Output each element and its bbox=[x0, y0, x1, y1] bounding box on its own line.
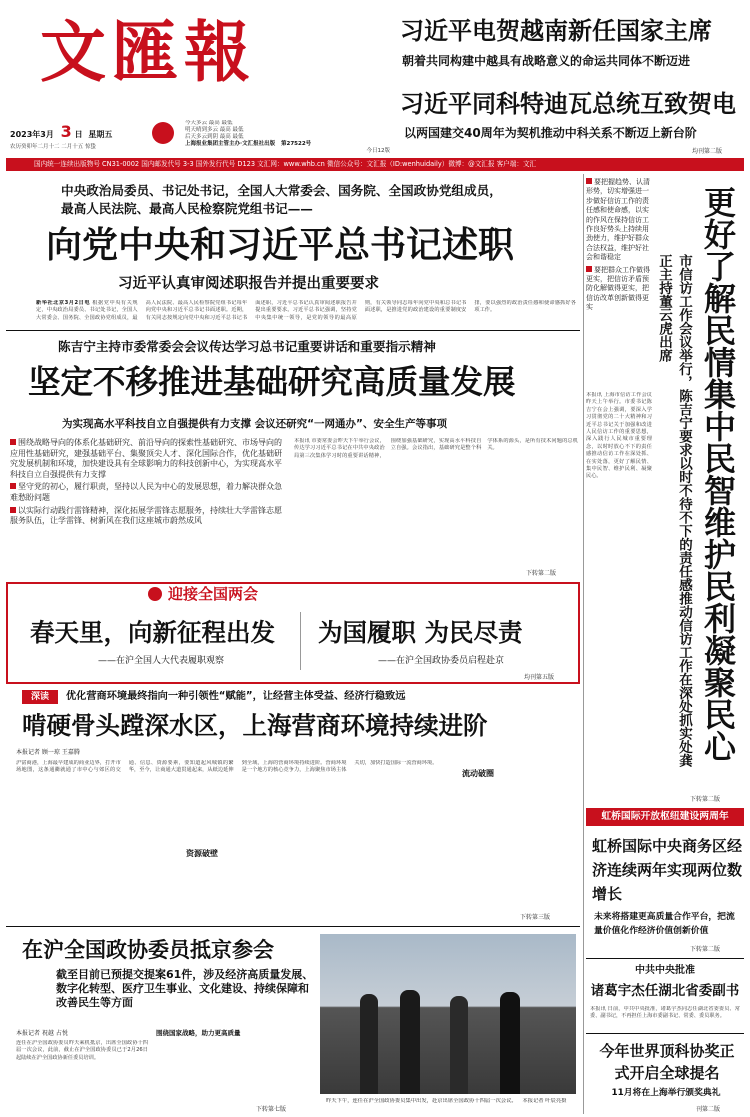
cppcc-photo bbox=[320, 934, 576, 1094]
lead-kicker-1: 中央政治局委员、书记处书记，全国人大常委会、国务院、全国政协党组成员， bbox=[61, 183, 502, 198]
petition-point-2 bbox=[586, 266, 652, 313]
wtc-story bbox=[586, 1036, 744, 1116]
story-1-title: 习近平电贺越南新任国家主席 bbox=[400, 16, 712, 45]
lianghui-story1-sub: ——在沪全国人大代表履职观察 bbox=[98, 656, 225, 666]
weekday: 星期五 bbox=[88, 130, 113, 139]
divider-right-col bbox=[583, 174, 584, 1114]
date-day-unit: 日 bbox=[74, 130, 83, 139]
cppcc-subhead: 截至目前已预提交提案61件，涉及经济高质量发展、数字化转型、医疗卫生事业、文化建设、持续保障和改善民生等方面 bbox=[56, 968, 314, 1009]
lianghui-divider bbox=[300, 612, 301, 670]
cppcc-caption-text: 昨天下午，连任在沪全国政协委员集中出发，赴京出席全国政协十四届一次会议。 bbox=[326, 1098, 517, 1104]
wtc-subhead: 11月将在上海举行颁奖典礼 bbox=[611, 1088, 721, 1098]
story-continue: 均刊第二版 bbox=[692, 148, 723, 155]
petition-body: 本报讯 上海市信访工作会议昨天上午举行。市委书记陈吉宁在会上强调，要深入学习贯彻党的二十大精神和习近平总书记关于加强和改进人民信访工作的重要思想，深入践行人民城市重要理念，以时时放心不下的责任感推动信访工作在深处抓、在实处落，更好了解民情、集中民智、维护民利、凝聚民心。 bbox=[586, 392, 652, 480]
second-bullet-3 bbox=[10, 506, 286, 527]
section-title-resource: 资源破壁 bbox=[186, 849, 218, 858]
lianghui-story1-title: 春天里，向新征程出发 bbox=[30, 618, 275, 647]
divider-lead bbox=[6, 330, 580, 331]
hongqiao-banner: 虹桥国际开放枢纽建设两周年 bbox=[586, 808, 744, 826]
appointment-kicker: 中共中央批准 bbox=[635, 965, 695, 976]
party-emblem-icon bbox=[148, 587, 162, 601]
issue-number: 第27522号 bbox=[281, 141, 312, 147]
lead-body-text: 根据党中央有关规定，中央政治局委员、书记处书记，全国人大常委会、国务院、全国政协党组成员，最高人民法院、最高人民检察院党组书记每年向党中央和习近平总书记书面述职。近期，有关同志按规定向党中央和习近平总书记书面述职，习近平总书记认真审阅述职报告并提出重要要求。习近平总书记强调，坚持党中央集中统一领导，是党的领导的最高原则，有关领导同志每年向党中央和总书记书面述职，是推进党的政治建设的重要制度安排，要以强烈的政治责任感和使命感抓好各项工作。 bbox=[36, 300, 576, 321]
weather-tomorrow: 明天晴到多云 最高 最低 bbox=[185, 127, 244, 133]
photo-figure-2 bbox=[400, 990, 420, 1094]
cppcc-subsection: 围绕国家战略，助力更高质量 bbox=[156, 1029, 241, 1037]
lead-dateline: 新华社北京3月2日电 bbox=[36, 300, 91, 306]
second-bullet-1-text: 围绕战略导向的体系化基础研究、前沿导向的探索性基础研究、市场导向的应用性基础研究，建强基础平台、集聚顶尖人才、深化国际合作，优化基础研究发展机制和环境，加快建设具有全球影响力的科技创新中心，为实现高水平科技自立自强提供有力支撑 bbox=[10, 438, 282, 479]
emblem-icon bbox=[152, 122, 174, 144]
story-2-title: 习近平同科特迪瓦总统互致贺电 bbox=[400, 89, 736, 118]
page-count: 今日12版 bbox=[366, 148, 390, 154]
second-headline: 坚定不移推进基础研究高质量发展 bbox=[28, 362, 516, 401]
petition-vertical-subhead: 市信访工作会议举行，陈吉宁要求以时不待不下的责任感推动信访工作在深处抓实处龚正主持董云虎出席 bbox=[656, 254, 692, 767]
appointment-headline: 诸葛宇杰任湖北省委副书 bbox=[590, 983, 740, 999]
lianghui-banner bbox=[148, 584, 328, 604]
hongqiao-continue: 下转第二版 bbox=[690, 946, 721, 953]
petition-point-2-text: 要把群众工作做得更实，把信访矛盾预防化解做得更实，把信访改革创新做得更实 bbox=[586, 265, 650, 312]
lianghui-story2-sub: ——在沪全国政协委员启程赴京 bbox=[378, 656, 505, 666]
top-stories bbox=[392, 6, 744, 156]
business-headline: 啃硬骨头蹚深水区，上海营商环境持续进阶 bbox=[22, 711, 488, 740]
petition-story bbox=[586, 174, 744, 806]
second-bullet-2-text: 坚守党的初心，履行职责，坚持以人民为中心的发展思想，着力解决群众急难愁盼问题 bbox=[10, 482, 282, 502]
second-story bbox=[6, 332, 580, 582]
lianghui-story2-title: 为国履职 为民尽责 bbox=[318, 618, 523, 647]
divider-hongqiao bbox=[586, 958, 744, 959]
second-kicker: 陈吉宁主持市委常委会会议传达学习总书记重要讲话和重要指示精神 bbox=[58, 339, 436, 354]
divider-appointment bbox=[586, 1033, 744, 1034]
cppcc-photo-caption bbox=[326, 1098, 576, 1114]
lead-body bbox=[36, 300, 576, 329]
second-bullet-2 bbox=[10, 482, 286, 503]
story-1-subtitle: 朝着共同构建中越具有战略意义的命运共同体不断迈进 bbox=[402, 54, 691, 68]
lianghui-continue: 均刊第五版 bbox=[524, 674, 555, 681]
deep-read-tag: 深读 bbox=[22, 690, 58, 704]
business-story bbox=[6, 686, 580, 926]
story-2-subtitle: 以两国建交40周年为契机推动中科关系不断迈上新台阶 bbox=[404, 126, 697, 140]
photo-figure-3 bbox=[450, 996, 468, 1094]
hongqiao-subhead: 未来将搭建更高质量合作平台，把流量价值化作经济价值创新价值 bbox=[594, 912, 735, 936]
petition-points bbox=[586, 178, 652, 388]
date-month: 2023年3月 bbox=[10, 130, 54, 139]
hongqiao-story bbox=[586, 828, 744, 956]
lead-subhead: 习近平认真审阅述职报告并提出重要要求 bbox=[118, 276, 379, 292]
cppcc-byline: 本报记者 祝越 占悦 bbox=[16, 1030, 68, 1037]
section-title-flow: 流动破圈 bbox=[462, 769, 494, 778]
petition-point-1 bbox=[586, 178, 652, 263]
second-bullet-3-text: 以实际行动践行雷锋精神，深化拓展学雷锋志愿服务，持续壮大学雷锋志愿服务队伍，让学雷锋、树新风在我们这座城市蔚然成风 bbox=[10, 505, 282, 526]
weather-box bbox=[185, 120, 390, 158]
lianghui-box bbox=[6, 582, 580, 684]
second-bullets bbox=[10, 438, 286, 566]
appointment-body: 本报讯 日前，中共中央批准，诸葛宇杰同志任湖北省委委员、常委、副书记，不再担任上海市委副书记、常委、委员职务。 bbox=[590, 1006, 740, 1020]
lead-story bbox=[6, 174, 580, 329]
divider-business bbox=[6, 926, 580, 927]
petition-continue: 下转第二版 bbox=[690, 796, 721, 803]
appointment-story bbox=[586, 960, 744, 1032]
publisher-line bbox=[185, 141, 390, 148]
lead-kicker-2: 最高人民法院、最高人民检察院党组书记—— bbox=[61, 201, 313, 216]
info-bar: 国内统一连续出版物号 CN31-0002 国内邮发代号 3-3 国外发行代号 D123 文汇网：www.whb.cn 微信公众号：文汇报（ID:wenhuidaily）微博：@文汇报 客户端：文汇 bbox=[6, 158, 744, 171]
issue-date bbox=[10, 124, 130, 140]
wtc-continue: 刊第二版 bbox=[696, 1106, 721, 1113]
petition-vertical-headline: 更好了解民情集中民智维护民利凝聚民心 bbox=[699, 186, 737, 762]
cppcc-body: 连任在沪全国政协委员昨天乘机抵京，出席全国政协十四届一次会议，此前，截止在沪全国政协委员已于2月26日起陆续在沪全国政协新任委员培训。 bbox=[16, 1040, 148, 1061]
cppcc-story bbox=[6, 928, 580, 1117]
business-byline: 本报记者 顾一琼 王嘉腾 bbox=[16, 749, 80, 756]
cppcc-photo-credit: 本报记者 叶辰亮摄 bbox=[522, 1098, 567, 1104]
business-continue: 下转第三版 bbox=[520, 914, 551, 921]
weather-today: 今天多云 最高 最低 bbox=[185, 120, 233, 126]
business-body: 沪富商港，上海最早建成的商业边界，打开市场地图，这条通衢就通了市中心与郊区的交通、信息、资源要素，要知道起风城镇的繁华，至今，让商通大道贯通起来，从纸边延伸到全域，上海的营商环境持续进阶。营商环境是一个地方的核心竞争力，上海聚焦市场主体关切，加快打造国际一流营商环境。 bbox=[16, 760, 438, 774]
date-day: 3 bbox=[60, 124, 72, 140]
wtc-headline: 今年世界顶科协奖正式开启全球提名 bbox=[599, 1042, 735, 1082]
cppcc-headline: 在沪全国政协委员抵京参会 bbox=[22, 937, 274, 962]
lead-headline: 向党中央和习近平总书记述职 bbox=[46, 224, 515, 266]
business-kicker: 优化营商环境最终指向一种引领性“赋能”，让经营主体受益、经济行稳致远 bbox=[66, 691, 406, 702]
masthead bbox=[0, 0, 390, 158]
lunar-date: 农历癸卯年二月十二 二月十五 惊蛰 bbox=[10, 144, 96, 150]
weather-after: 后天多云到阴 最高 最低 bbox=[185, 134, 244, 140]
publisher: 上海报业集团主管主办·文汇报社出版 bbox=[185, 141, 276, 147]
petition-point-1-text: 要把握趋势、认清形势，切实增强进一步做好信访工作的责任感和使命感，以实的作风在保持信访工作良好势头上持续用劲使力，维护好群众合法权益，维护好社会和谐稳定 bbox=[586, 178, 650, 262]
cppcc-continue: 下转第七版 bbox=[256, 1106, 287, 1113]
second-continue: 下转第二版 bbox=[526, 570, 557, 577]
hongqiao-headline: 虹桥国际中央商务区经济连续两年实现两位数增长 bbox=[592, 837, 742, 903]
lianghui-banner-text: 迎接全国两会 bbox=[168, 585, 259, 603]
second-body: 本报讯 市委常委会昨天下午举行会议，传达学习习近平总书记在中共中央政治局第三次集体学习时的重要讲话精神，围绕加强基础研究，实现高水平科技自立自强。会议指出，基础研究是整个科学体系的源头，是所有技术问题的总机关。 bbox=[294, 438, 578, 459]
newspaper-logo: 文匯報 bbox=[40, 13, 256, 91]
second-subhead: 为实现高水平科技自立自强提供有力支撑 会议还研究“一网通办”、安全生产等事项 bbox=[62, 418, 447, 430]
photo-figure-1 bbox=[360, 994, 378, 1094]
photo-figure-4 bbox=[500, 992, 520, 1094]
second-bullet-1 bbox=[10, 438, 286, 480]
